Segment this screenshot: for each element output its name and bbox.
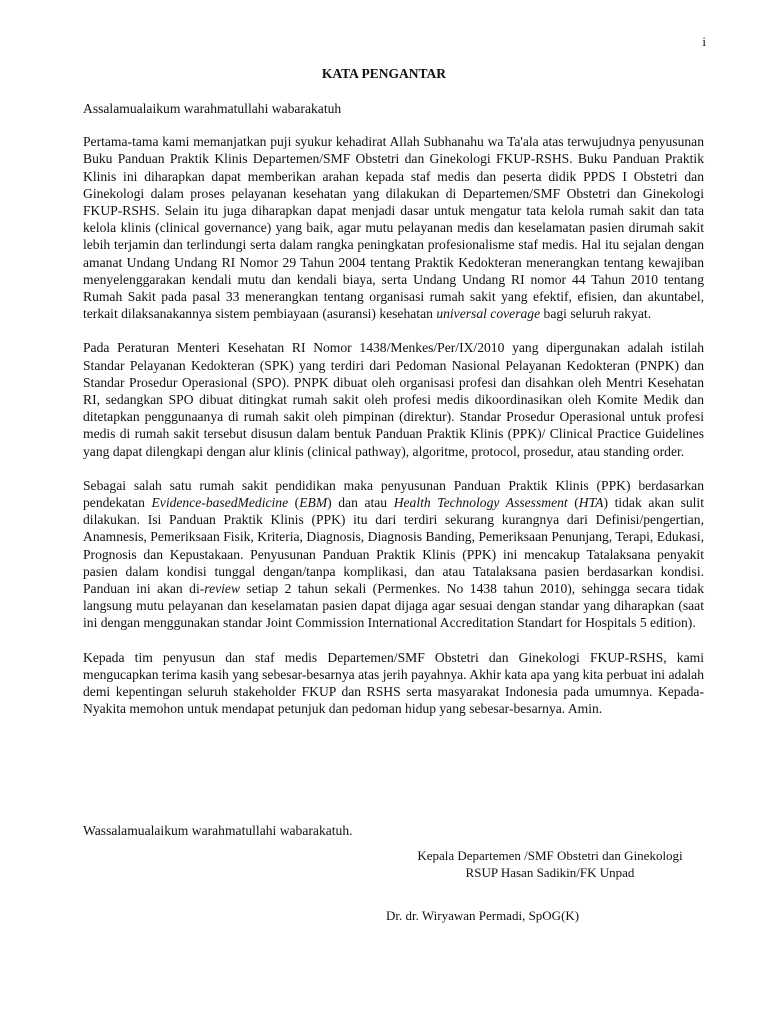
paragraph-2: Pada Peraturan Menteri Kesehatan RI Nomor 1438/Menkes/Per/IX/2010 yang dipergunakan adalah istilah Standar Pelayanan Kedokteran (SPK) yang terdiri dari Pedoman Nasional Pelayanan Kedokteran (PNPK) dan Standar Prosedur Operasional (SPO). PNPK dibuat oleh organisasi profesi dan disahkan oleh Mentri Kesehatan RI, sedangkan SPO dibuat ditingkat rumah sakit oleh profesi medis dikoordinasikan oleh Komite Medik dan ditetapkan penggunaanya di rumah sakit oleh pimpinan (direktur). Standar Prosedur Operasional untuk profesi medis di rumah sakit tersebut disusun dalam bentuk Panduan Praktik Klinis (PPK)/ Clinical Practice Guidelines yang dapat dilengkapi dengan alur klinis (clinical pathway), algoritme, protocol, prosedur, atau standing order. [83,340,704,459]
signature-title-line-1: Kepala Departemen /SMF Obstetri dan Ginekologi [417,848,683,863]
closing-salutation: Wassalamualaikum warahmatullahi wabarakatuh. [83,823,353,838]
paragraph-3-text-f: setiap 2 tahun sekali (Permenkes. No 1438 tahun 2010), sehingga secara tidak langsung mutu pelayanan dan keselamatan pasien dapat dijaga agar sesuai dengan standar yang diharapkan (saat ini dengan menggunakan standar Joint Commission International Accreditation Standart for Hospitals 5 edition). [83,581,704,631]
paragraph-3-emphasis-hta-full: Health Technology Assessment [393,495,568,511]
paragraph-1 [83,133,704,322]
paragraph-3-text-e: ) tidak akan sulit dilakukan. Isi Panduan Praktik Klinis (PPK) itu dari terdiri sekurang kurangnya dari Definisi/pengertian, Anamnesis, Pemeriksaan Fisik, Kriteria, Diagnosis, Diagnosis Banding, Pemeriksaan Penunjang, Terapi, Edukasi, Prognosis dan Kepustakaan. Penyusunan Panduan Praktik Klinis (PPK) ini mencakup Tatalaksana penyakit pasien dalam kondisi tunggal dengan/tanpa komplikasi, dan atau Tatalaksana pasien berdasarkan kondisi. Panduan ini akan di- [83,495,704,597]
paragraph-1-text-a: Pertama-tama kami memanjatkan puji syukur kehadirat Allah Subhanahu wa Ta'ala atas terwujudnya penyusunan Buku Panduan Praktik Klinis Departemen/SMF Obstetri dan Ginekologi FKUP-RSHS. Buku Panduan Praktik Klinis ini diharapkan dapat memberikan arahan kepada staf medis dan peserta didik PPDS I Obstetri dan Ginekologi dalam proses pelayanan kesehatan yang dilakukan di Departemen/SMF Obstetri dan Ginekologi FKUP-RSHS. Selain itu juga diharapkan dapat menjadi dasar untuk mengatur tata kelola rumah sakit dan tata kelola klinis (clinical governance) yang baik, agar mutu pelayanan medis dan keselamatan pasien dirumah sakit lebih terjamin dan terlindungi serta dalam rangka peningkatan profesionalisme staf medis. Hal itu sejalan dengan amanat Undang Undang RI Nomor 29 Tahun 2004 tentang Praktik Kedokteran menerangkan tentang kewajiban menyelenggarakan kendali mutu dan kendali biaya, serta Undang Undang RI nomor 44 Tahun 2010 tentang Rumah Sakit pada pasal 33 menerangkan tentang organisasi rumah sakit yang efektif, efisien, dan akuntabel, terkait dilaksanakannya sistem pembiayaan (asuransi) kesehatan [83,134,704,322]
paragraph-4: Kepada tim penyusun dan staf medis Departemen/SMF Obstetri dan Ginekologi FKUP-RSHS, kami mengucapkan terima kasih yang sebesar-besarnya atas jerih payahnya. Akhir kata apa yang kita perbuat ini adalah demi kepentingan seluruh stakeholder FKUP dan RSHS serta masyarakat Indonesia pada umumnya. Kepada-Nyakita memohon untuk mendapat petunjuk dan pedoman hidup yang sebesar-besarnya. Amin. [83,649,704,717]
paragraph-3-text-c: ) dan atau [327,495,394,511]
paragraph-3-text-d: ( [567,495,579,511]
paragraph-3-emphasis-ebm-full: Evidence-basedMedicine [151,495,289,511]
paragraph-3-text-b: ( [288,495,300,511]
paragraph-3-text-a: Sebagai salah satu rumah sakit pendidikan maka penyusunan Panduan Praktik Klinis (PPK) berdasarkan pendekatan [83,477,704,511]
paragraph-3-emphasis-ebm: EBM [299,495,328,511]
document-body [83,100,704,735]
paragraph-3-emphasis-review: review [204,581,241,597]
signature-title-line-2: RSUP Hasan Sadikin/FK Unpad [465,865,635,880]
signer-name: Dr. dr. Wiryawan Permadi, SpOG(K) [386,908,580,923]
page-title: KATA PENGANTAR [321,66,447,81]
paragraph-1-emphasis: universal coverage [436,306,541,322]
page-number: i [702,34,706,49]
paragraph-3 [83,477,704,632]
paragraph-1-text-b: bagi seluruh rakyat. [540,306,652,322]
greeting: Assalamualaikum warahmatullahi wabarakatuh [83,101,342,116]
signature-block [380,847,720,881]
paragraph-3-emphasis-hta: HTA [578,495,604,511]
